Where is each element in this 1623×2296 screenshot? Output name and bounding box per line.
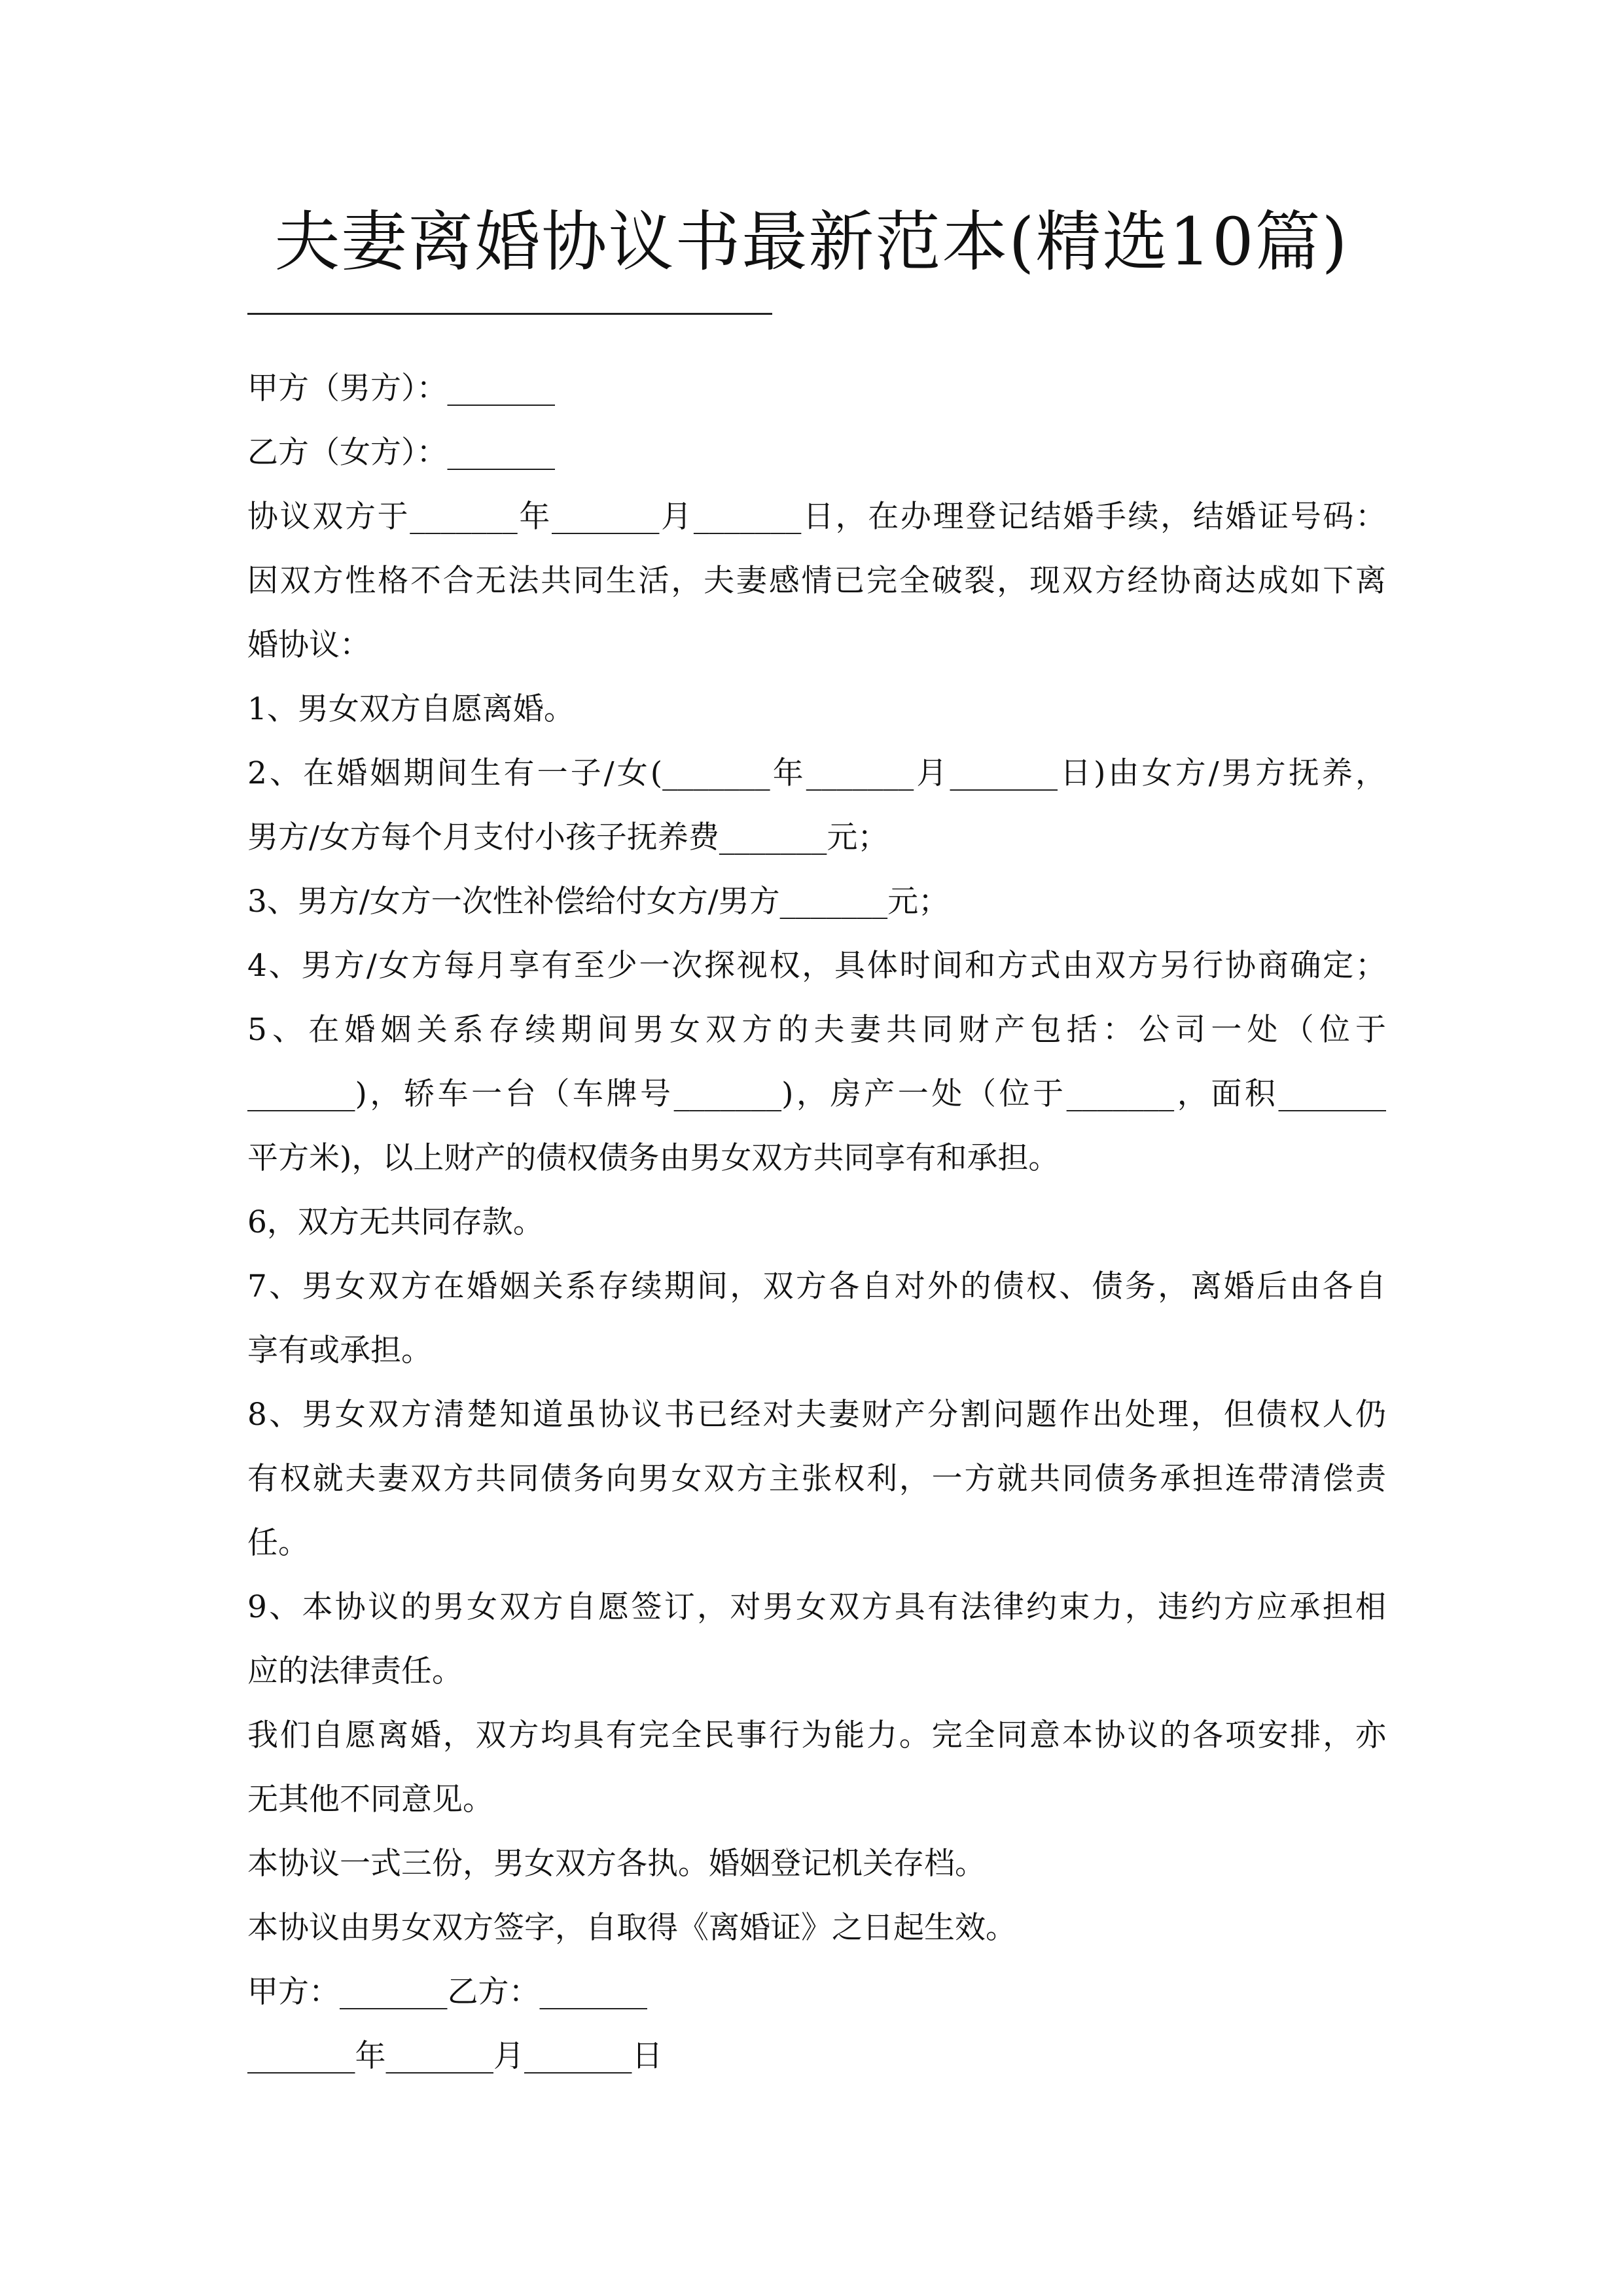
body-line: 1、男女双方自愿离婚。 [247, 691, 575, 727]
body-line: 9、本协议的男女双方自愿签订，对男女双方具有法律约束力，违约方应承担相 [247, 1589, 1386, 1625]
body-line: _______年_______月_______日 [247, 2038, 663, 2074]
body-line: 乙方（女方）：_______ [247, 435, 555, 471]
body-line: 6，双方无共同存款。 [247, 1204, 544, 1240]
body-line: 甲方（男方）：_______ [247, 370, 555, 406]
body-line: 男方/女方每个月支付小孩子抚养费_______元； [247, 819, 889, 855]
body-line: _______)，轿车一台（车牌号_______)，房产一处（位于_______，面积_______ [247, 1076, 1386, 1112]
body-line: 7、男女双方在婚姻关系存续期间，双方各自对外的债权、债务，离婚后由各自 [247, 1268, 1386, 1304]
document-title: 夫妻离婚协议书最新范本(精选10篇) [274, 204, 1349, 280]
body-line: 5、在婚姻关系存续期间男女双方的夫妻共同财产包括：公司一处（位于 [247, 1012, 1386, 1048]
body-line: 享有或承担。 [247, 1333, 432, 1369]
body-line: 本协议一式三份，男女双方各执。婚姻登记机关存档。 [247, 1846, 986, 1882]
body-line: 有权就夫妻双方共同债务向男女双方主张权利，一方就共同债务承担连带清偿责 [247, 1461, 1386, 1497]
body-line: 我们自愿离婚，双方均具有完全民事行为能力。完全同意本协议的各项安排，亦 [247, 1717, 1386, 1753]
title-divider [247, 313, 772, 315]
document-body [247, 357, 1386, 2089]
body-line: 婚协议： [247, 627, 370, 663]
body-line: 2、在婚姻期间生有一子/女(_______年_______月_______日)由女方/男方抚养， [247, 755, 1386, 791]
body-line: 因双方性格不合无法共同生活，夫妻感情已完全破裂，现双方经协商达成如下离 [247, 563, 1386, 599]
body-line: 3、男方/女方一次性补偿给付女方/男方_______元； [247, 884, 950, 920]
body-line: 应的法律责任。 [247, 1653, 463, 1689]
body-line: 协议双方于_______年_______月_______日，在办理登记结婚手续，结婚证号码： [247, 499, 1386, 535]
body-line: 8、男女双方清楚知道虽协议书已经对夫妻财产分割问题作出处理，但债权人仍 [247, 1397, 1386, 1433]
body-line: 无其他不同意见。 [247, 1782, 493, 1818]
body-line: 甲方：_______乙方：_______ [247, 1974, 647, 2010]
body-line: 4、男方/女方每月享有至少一次探视权，具体时间和方式由双方另行协商确定； [247, 948, 1386, 984]
body-line: 平方米)，以上财产的债权债务由男女双方共同享有和承担。 [247, 1140, 1060, 1176]
body-line: 任。 [247, 1525, 309, 1561]
body-line: 本协议由男女双方签字，自取得《离婚证》之日起生效。 [247, 1910, 1016, 1946]
